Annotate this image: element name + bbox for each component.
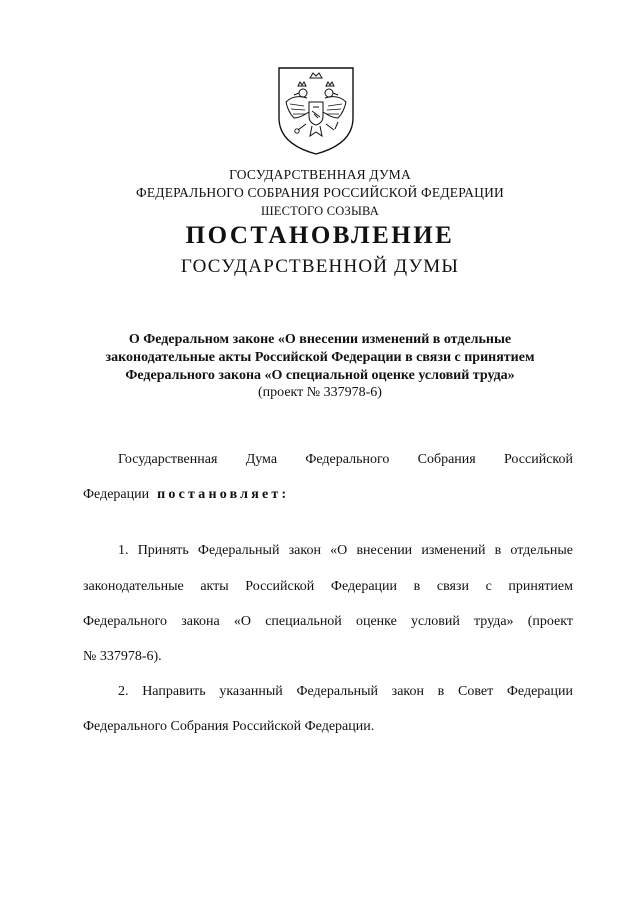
item2-line-2: Федерального Собрания Российской Федерации.	[83, 719, 375, 734]
document-subject	[0, 331, 640, 385]
double-headed-eagle-icon	[276, 66, 356, 156]
document-subtitle: ГОСУДАРСТВЕННОЙ ДУМЫ	[180, 256, 460, 277]
item1-line-3: Федерального закона «О специальной оценке условий труда» (проект	[83, 614, 573, 629]
document-title: ПОСТАНОВЛЕНИЕ	[185, 222, 455, 249]
coat-of-arms-emblem	[276, 66, 356, 156]
preamble-line-2	[83, 487, 573, 503]
subject-line-2: законодательные акты Российской Федерации в связи с принятием	[105, 350, 535, 365]
project-number: (проект № 337978-6)	[258, 385, 382, 400]
decrees-word: постановляет:	[157, 487, 290, 502]
header-line-federal-assembly: ФЕДЕРАЛЬНОГО СОБРАНИЯ РОССИЙСКОЙ ФЕДЕРАЦИИ	[136, 185, 504, 200]
header-line-state-duma: ГОСУДАРСТВЕННАЯ ДУМА	[229, 167, 411, 182]
subject-line-3: Федерального закона «О специальной оценке условий труда»	[125, 368, 515, 383]
item1-line-4: № 337978-6).	[83, 649, 162, 664]
item1-line-1: 1. Принять Федеральный закон «О внесении изменений в отдельные	[118, 543, 573, 558]
subject-line-1: О Федеральном законе «О внесении изменений в отдельные	[128, 332, 512, 347]
preamble-federation: Федерации	[83, 487, 150, 502]
item2-line-1: 2. Направить указанный Федеральный закон в Совет Федерации	[118, 684, 573, 699]
header-line-convocation: ШЕСТОГО СОЗЫВА	[260, 204, 380, 218]
item1-line-2: законодательные акты Российской Федерации в связи с принятием	[83, 579, 573, 594]
preamble-line-1: Государственная Дума Федерального Собрания Российской	[118, 452, 573, 467]
